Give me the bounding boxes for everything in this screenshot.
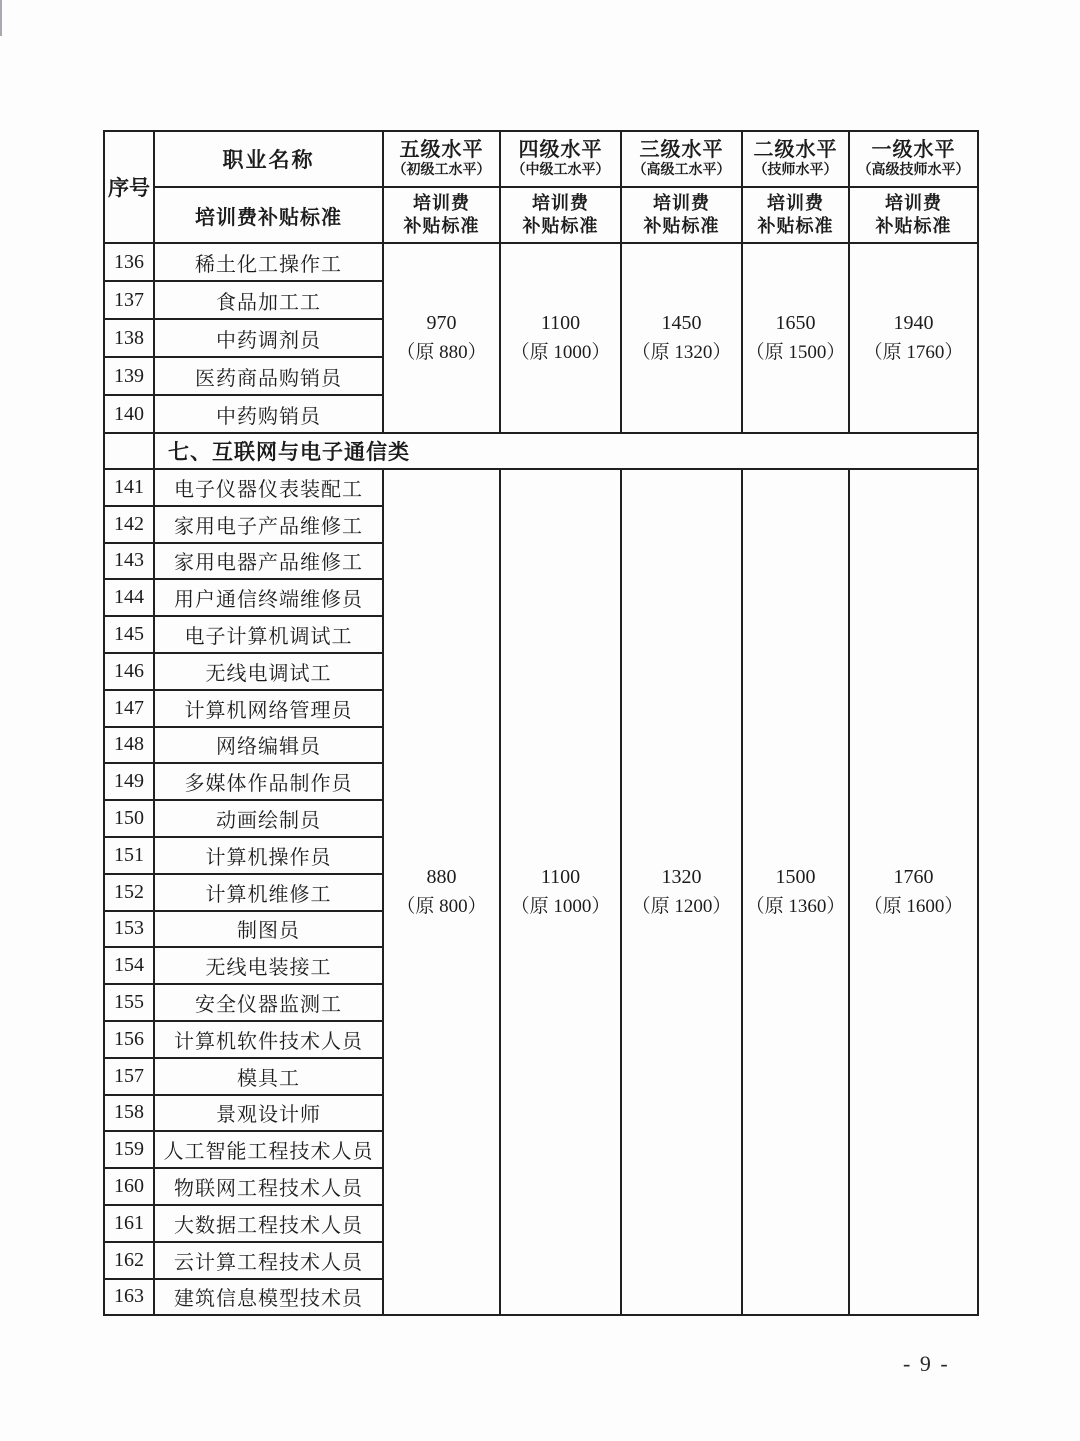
section-empty-index-cell [104, 433, 154, 469]
row-number-cell: 153 [104, 911, 154, 948]
fee-label-line1: 培训费 [885, 192, 942, 213]
subsidy-original-amount: （原 1320） [631, 342, 732, 364]
subsidy-original-amount: （原 1760） [863, 342, 964, 364]
row-number-cell: 151 [104, 837, 154, 874]
row-number-cell: 148 [104, 727, 154, 764]
section-header-row [104, 433, 978, 469]
row-number-cell: 136 [104, 243, 154, 281]
subsidy-value-cell [500, 469, 621, 1315]
occupation-name-cell: 无线电调试工 [154, 653, 383, 690]
fee-label-line2: 补贴标准 [403, 216, 480, 236]
subsidy-amount: 1500 [775, 866, 816, 889]
fee-label-line1: 培训费 [532, 192, 589, 213]
row-number-cell: 161 [104, 1205, 154, 1242]
header-row-1 [104, 131, 978, 187]
row-number-cell: 142 [104, 506, 154, 543]
row-number-cell: 163 [104, 1279, 154, 1316]
level-3-subtitle: （高级工水平） [632, 163, 731, 179]
row-number-cell: 144 [104, 579, 154, 616]
subsidy-amount: 1100 [540, 312, 581, 335]
header-level-4 [500, 131, 621, 187]
row-number-cell: 158 [104, 1095, 154, 1132]
row-number-cell: 141 [104, 469, 154, 506]
subsidy-value-cell [383, 243, 500, 433]
level-2-title: 二级水平 [753, 139, 838, 162]
occupation-name-cell: 用户通信终端维修员 [154, 579, 383, 616]
occupation-name-cell: 物联网工程技术人员 [154, 1168, 383, 1205]
level-2-subtitle: （技师水平） [753, 163, 838, 179]
level-3-title: 三级水平 [639, 139, 724, 162]
subsidy-value-cell [621, 469, 742, 1315]
subsidy-standards-table [103, 130, 979, 1316]
fee-label-line1: 培训费 [767, 192, 824, 213]
subsidy-amount: 880 [426, 866, 457, 889]
level-5-title: 五级水平 [399, 139, 484, 162]
level-4-subtitle: （中级工水平） [511, 163, 610, 179]
row-number-cell: 155 [104, 984, 154, 1021]
row-number-cell: 143 [104, 543, 154, 580]
level-5-subtitle: （初级工水平） [392, 163, 491, 179]
header-level-5 [383, 131, 500, 187]
header-subsidy-standard: 培训费补贴标准 [154, 187, 383, 243]
occupation-name-cell: 中药购销员 [154, 395, 383, 433]
level-1-subtitle: （高级技师水平） [857, 163, 970, 179]
level-1-title: 一级水平 [871, 139, 956, 162]
occupation-name-cell: 电子仪器仪表装配工 [154, 469, 383, 506]
header-fee-4 [500, 187, 621, 243]
subsidy-amount: 1940 [893, 312, 934, 335]
subsidy-value-cell [742, 243, 849, 433]
occupation-name-cell: 人工智能工程技术人员 [154, 1131, 383, 1168]
header-level-3 [621, 131, 742, 187]
scan-artifact-left-edge [0, 0, 2, 36]
occupation-name-cell: 计算机软件技术人员 [154, 1021, 383, 1058]
occupation-name-cell: 食品加工工 [154, 281, 383, 319]
occupation-name-cell: 稀土化工操作工 [154, 243, 383, 281]
occupation-name-cell: 云计算工程技术人员 [154, 1242, 383, 1279]
subsidy-amount: 1650 [775, 312, 816, 335]
row-number-cell: 159 [104, 1131, 154, 1168]
row-number-cell: 150 [104, 800, 154, 837]
occupation-name-cell: 计算机操作员 [154, 837, 383, 874]
row-number-cell: 139 [104, 357, 154, 395]
row-number-cell: 137 [104, 281, 154, 319]
table-row [104, 469, 978, 506]
fee-label-line2: 补贴标准 [757, 216, 834, 236]
row-number-cell: 162 [104, 1242, 154, 1279]
subsidy-value-cell [621, 243, 742, 433]
subsidy-value-cell [849, 469, 978, 1315]
occupation-name-cell: 家用电子产品维修工 [154, 506, 383, 543]
occupation-name-cell: 大数据工程技术人员 [154, 1205, 383, 1242]
section-title: 七、互联网与电子通信类 [154, 433, 978, 469]
subsidy-amount: 970 [426, 312, 457, 335]
row-number-cell: 152 [104, 874, 154, 911]
fee-label-line2: 补贴标准 [875, 216, 952, 236]
header-fee-1 [849, 187, 978, 243]
occupation-name-cell: 模具工 [154, 1058, 383, 1095]
header-level-1 [849, 131, 978, 187]
subsidy-value-cell [742, 469, 849, 1315]
row-number-cell: 156 [104, 1021, 154, 1058]
row-number-cell: 157 [104, 1058, 154, 1095]
occupation-name-cell: 网络编辑员 [154, 727, 383, 764]
header-fee-5 [383, 187, 500, 243]
header-index: 序号 [104, 131, 154, 243]
level-4-title: 四级水平 [518, 139, 603, 162]
occupation-name-cell: 家用电器产品维修工 [154, 543, 383, 580]
subsidy-original-amount: （原 1500） [745, 342, 846, 364]
page-number: - 9 - [903, 1351, 950, 1376]
header-fee-2 [742, 187, 849, 243]
row-number-cell: 154 [104, 947, 154, 984]
subsidy-value-cell [849, 243, 978, 433]
header-fee-3 [621, 187, 742, 243]
occupation-name-cell: 计算机网络管理员 [154, 690, 383, 727]
fee-label-line2: 补贴标准 [522, 216, 599, 236]
subsidy-amount: 1450 [661, 312, 702, 335]
fee-label-line1: 培训费 [653, 192, 710, 213]
row-number-cell: 138 [104, 319, 154, 357]
subsidy-amount: 1320 [661, 866, 702, 889]
subsidy-amount: 1760 [893, 866, 934, 889]
occupation-name-cell: 电子计算机调试工 [154, 616, 383, 653]
header-row-2 [104, 187, 978, 243]
occupation-name-cell: 多媒体作品制作员 [154, 763, 383, 800]
subsidy-original-amount: （原 880） [396, 342, 487, 364]
row-number-cell: 147 [104, 690, 154, 727]
occupation-name-cell: 动画绘制员 [154, 800, 383, 837]
occupation-name-cell: 计算机维修工 [154, 874, 383, 911]
occupation-name-cell: 无线电装接工 [154, 947, 383, 984]
row-number-cell: 140 [104, 395, 154, 433]
occupation-name-cell: 医药商品购销员 [154, 357, 383, 395]
subsidy-original-amount: （原 1000） [510, 342, 611, 364]
occupation-name-cell: 中药调剂员 [154, 319, 383, 357]
subsidy-original-amount: （原 1360） [745, 896, 846, 918]
subsidy-original-amount: （原 1200） [631, 896, 732, 918]
occupation-name-cell: 建筑信息模型技术员 [154, 1279, 383, 1316]
row-number-cell: 145 [104, 616, 154, 653]
occupation-name-cell: 景观设计师 [154, 1095, 383, 1132]
subsidy-original-amount: （原 800） [396, 896, 487, 918]
row-number-cell: 146 [104, 653, 154, 690]
header-occupation-name: 职业名称 [154, 131, 383, 187]
subsidy-value-cell [500, 243, 621, 433]
subsidy-value-cell [383, 469, 500, 1315]
subsidy-amount: 1100 [540, 866, 581, 889]
row-number-cell: 160 [104, 1168, 154, 1205]
subsidy-original-amount: （原 1000） [510, 896, 611, 918]
fee-label-line1: 培训费 [413, 192, 470, 213]
occupation-name-cell: 制图员 [154, 911, 383, 948]
row-number-cell: 149 [104, 763, 154, 800]
subsidy-original-amount: （原 1600） [863, 896, 964, 918]
fee-label-line2: 补贴标准 [643, 216, 720, 236]
header-level-2 [742, 131, 849, 187]
table-row [104, 243, 978, 281]
occupation-name-cell: 安全仪器监测工 [154, 984, 383, 1021]
